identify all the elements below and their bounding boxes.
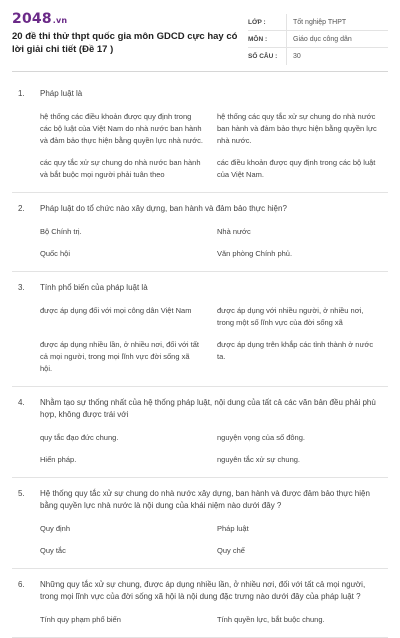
answer-option[interactable]: Nhà nước [217, 227, 251, 236]
answer-option[interactable]: được áp dụng đối với mọi công dân Việt Nam [40, 306, 192, 315]
answer-option[interactable]: được áp dụng với nhiều người, ở nhiều nơi, trong một số lĩnh vực của đời sống xã [217, 306, 364, 327]
question-number: 5. [18, 489, 25, 498]
question-text: Pháp luật do tổ chức nào xây dựng, ban hành và đảm bảo thực hiện? [40, 204, 287, 213]
question-text: Pháp luật là [40, 89, 83, 98]
answer-option[interactable]: Bộ Chính trị. [40, 227, 82, 236]
option-grid [12, 300, 388, 380]
header-left [12, 10, 240, 56]
meta-row-class [248, 14, 388, 31]
question-number: 1. [18, 89, 25, 98]
answer-option[interactable]: Quốc hội [40, 249, 71, 258]
question-text: Tính phổ biến của pháp luật là [40, 283, 148, 292]
answer-option[interactable]: quy tắc đạo đức chung. [40, 433, 119, 442]
question-number: 4. [18, 398, 25, 407]
meta-label: MÔN : [248, 35, 268, 43]
option-grid [12, 518, 388, 562]
answer-option[interactable]: được áp dụng trên khắp các tỉnh thành ở nước ta. [217, 340, 374, 361]
answer-option[interactable]: Hiến pháp. [40, 455, 77, 464]
answer-option[interactable]: Quy định [40, 524, 71, 533]
option-grid [12, 427, 388, 471]
question-number: 6. [18, 580, 25, 589]
question-number: 3. [18, 283, 25, 292]
question-header [12, 282, 388, 294]
question-list [12, 78, 388, 638]
question-header [12, 88, 388, 100]
question-item [12, 478, 388, 569]
meta-value: Tốt nghiệp THPT [286, 14, 346, 30]
meta-value: 30 [286, 48, 301, 65]
answer-option[interactable]: hệ thống các quy tắc xử sự chung do nhà nước ban hành và đảm bảo thực hiện bằng quyền lực nhà nước. [217, 112, 377, 145]
question-item [12, 78, 388, 193]
answer-option[interactable]: Quy chế [217, 546, 245, 555]
answer-option[interactable]: các quy tắc xử sự chung do nhà nước ban hành và bắt buộc mọi người phải tuân theo [40, 158, 201, 179]
question-header [12, 397, 388, 421]
page-header [12, 10, 388, 72]
answer-option[interactable]: Tính quyền lực, bắt buộc chung. [217, 615, 325, 624]
question-item [12, 193, 388, 272]
answer-option[interactable]: các điều khoản được quy định trong các bộ luật của Việt Nam. [217, 158, 376, 179]
meta-label: LỚP : [248, 18, 266, 26]
meta-label: SỐ CÂU : [248, 53, 278, 60]
question-text: Những quy tắc xử sự chung, được áp dụng nhiều lần, ở nhiều nơi, đối với tất cả mọi người, trong mọi lĩnh vực của đời sống xã hội là nội dung đặc trưng nào dưới đây của pháp luật ? [40, 580, 366, 601]
exam-title: 20 đề thi thử thpt quốc gia môn GDCD cực hay có lời giải chi tiết (Đề 17 ) [12, 31, 238, 55]
answer-option[interactable]: Quy tắc [40, 546, 66, 555]
question-header [12, 203, 388, 215]
site-logo[interactable] [12, 10, 240, 28]
answer-option[interactable]: nguyện vọng của số đông. [217, 433, 305, 442]
question-item [12, 272, 388, 387]
logo-main: 2048 [12, 11, 52, 27]
answer-option[interactable]: Văn phòng Chính phủ. [217, 249, 293, 258]
exam-meta [248, 14, 388, 65]
option-grid [12, 221, 388, 265]
meta-row-subject [248, 31, 388, 48]
answer-option[interactable]: Tính quy phạm phổ biến [40, 615, 121, 624]
question-text: Nhằm tạo sự thống nhất của hệ thống pháp luật, nội dung của tất cả các văn bản đều phải phù hợp, không được trái với [40, 398, 376, 419]
option-grid [12, 106, 388, 186]
question-text: Hệ thống quy tắc xử sự chung do nhà nước xây dựng, ban hành và được đảm bảo thực hiện bằng quyền lực nhà nước là nội dung của khái niệm nào dưới đây ? [40, 489, 370, 510]
logo-suffix: .vn [52, 16, 68, 25]
meta-value: Giáo dục công dân [286, 31, 352, 47]
answer-option[interactable]: nguyên tắc xử sự chung. [217, 455, 301, 464]
question-header [12, 488, 388, 512]
question-item [12, 569, 388, 638]
answer-option[interactable]: Pháp luật [217, 524, 249, 533]
option-grid [12, 609, 388, 631]
meta-row-count [248, 48, 388, 65]
question-number: 2. [18, 204, 25, 213]
question-item [12, 387, 388, 478]
answer-option[interactable]: hệ thống các điều khoản được quy định trong các bộ luật của Việt Nam do nhà nước ban hành và đảm bảo thực hiện bằng quyền lực nhà nước. [40, 112, 203, 145]
answer-option[interactable]: được áp dụng nhiều lần, ở nhiều nơi, đối với tất cả mọi người, trong mọi lĩnh vực đời sống xã hội. [40, 340, 199, 373]
question-header [12, 579, 388, 603]
